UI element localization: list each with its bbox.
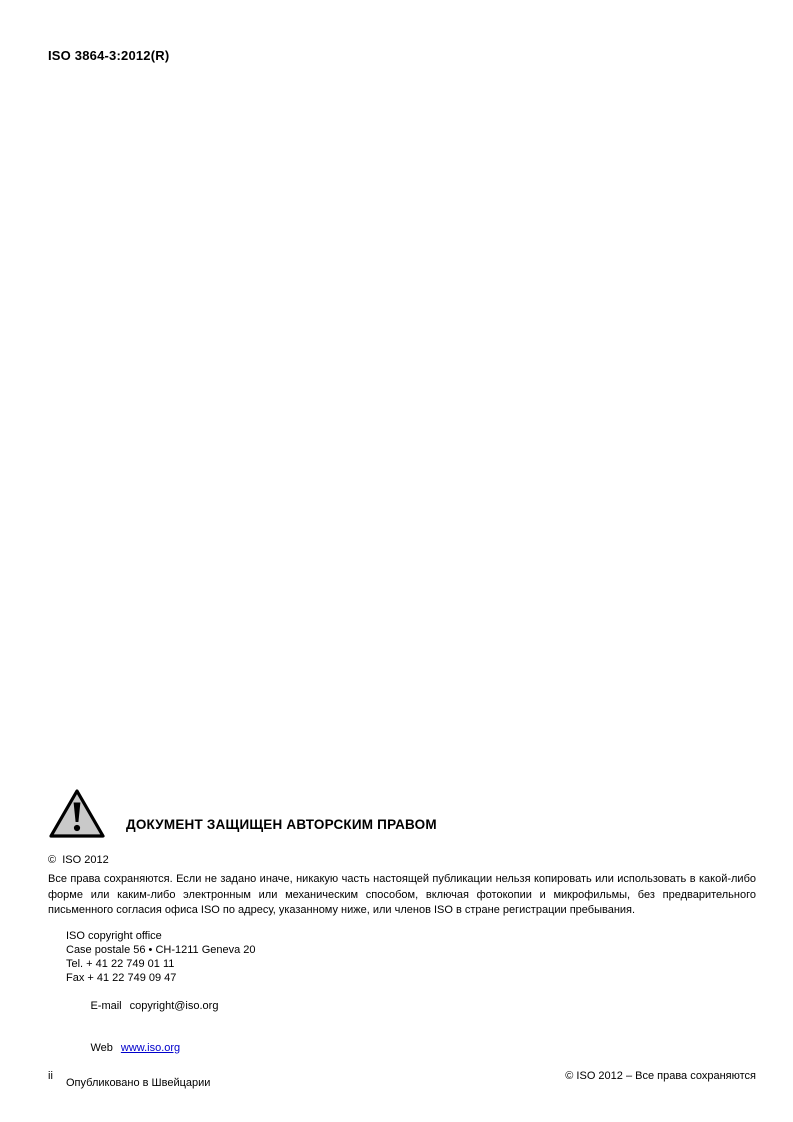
copyright-year-line: © ISO 2012 bbox=[48, 854, 109, 866]
copyright-body-text: Все права сохраняются. Если не задано иначе, никакую часть настоящей публикации нельзя копировать или использовать в какой-либо форме или каким-либо электронным или механическим способом, включая фотокопии и микрофильмы, без предварительного письменного согласия офиса ISO по адресу, указанному ниже, или членов ISO в стране регистрации пребывания. bbox=[48, 873, 756, 916]
warning-triangle-icon bbox=[48, 788, 106, 840]
email-label: E-mail bbox=[90, 999, 122, 1012]
address-fax-line: Fax + 41 22 749 09 47 bbox=[66, 971, 177, 984]
footer-copyright: © ISO 2012 – Все права сохраняются bbox=[565, 1070, 756, 1082]
address-web-line bbox=[66, 1027, 756, 1069]
copyright-heading-row bbox=[48, 788, 756, 840]
address-office-line: ISO copyright office bbox=[66, 929, 162, 942]
address-tel-line: Tel. + 41 22 749 01 11 bbox=[66, 957, 175, 970]
address-block bbox=[66, 929, 756, 1069]
iso-website-link[interactable]: www.iso.org bbox=[120, 1041, 181, 1054]
published-line: Опубликовано в Швейцарии bbox=[66, 1076, 211, 1089]
copyright-section bbox=[48, 788, 756, 1089]
copyright-heading: ДОКУМЕНТ ЗАЩИЩЕН АВТОРСКИМ ПРАВОМ bbox=[126, 817, 437, 832]
address-email-line bbox=[66, 985, 756, 1027]
email-value: copyright@iso.org bbox=[129, 999, 219, 1012]
page-header: ISO 3864-3:2012(R) bbox=[48, 48, 170, 63]
address-postal-line: Case postale 56 • CH-1211 Geneva 20 bbox=[66, 943, 256, 956]
web-label: Web bbox=[90, 1041, 113, 1054]
page-number: ii bbox=[48, 1070, 53, 1082]
page-footer bbox=[48, 1070, 756, 1082]
